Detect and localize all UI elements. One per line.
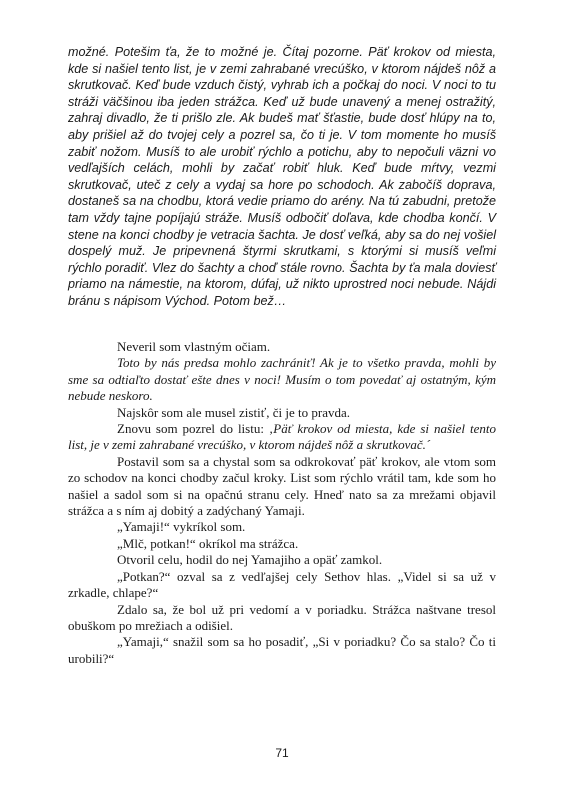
- letter-quote: ‚Päť krokov od miesta, kde si našiel tento list, je v zemi zahrabané vrecúško, v ktorom nájdeš nôž a skrutkovač.´: [68, 421, 496, 453]
- thought-paragraph: Toto by nás predsa mohlo zachrániť! Ak je to všetko pravda, mohli by sme sa odtiaľto dostať ešte dnes v noci! Musím o tom povedať aj ostatným, kým nebude neskoro.: [68, 355, 496, 404]
- page-number: 71: [275, 746, 289, 760]
- paragraph: Otvoril celu, hodil do nej Yamajiho a opäť zamkol.: [117, 552, 383, 568]
- dialogue-line: „Yamaji!“ vykríkol som.: [117, 519, 246, 535]
- paragraph: Neveril som vlastným očiam.: [117, 339, 271, 354]
- paragraph-with-quote: [68, 421, 496, 454]
- dialogue-line: „Potkan?“ ozval sa z vedľajšej cely Sethov hlas. „Videl si sa už v zrkadle, chlape?“: [68, 568, 496, 601]
- paragraph: Postavil som sa a chystal som sa odkrokovať päť krokov, ale vtom som zo schodov na konci chodby začul kroky. List som rýchlo vrátil tam, kde som ho našiel a sadol som si na opačnú stranu cely. Hneď nato sa za mrežami objavil strážca a s ním aj dobitý a zadýchaný Yamaji.: [68, 453, 496, 519]
- letter-text: možné. Potešim ťa, že to možné je. Čítaj pozorne. Päť krokov od miesta, kde si našiel tento list, je v zemi zahrabané vrecúško, v ktorom nájdeš nôž a skrutkovač. Keď bude vzduch čistý, vyhrab ich a počkaj do noci. V noci to tu stráži väčšinou iba jeden strážca. Keď už bude unavený a menej ostražitý, zahraj divadlo, že ti prišlo zle. Ak budeš mať šťastie, bude dosť hlúpy na to, aby prišiel až do tvojej cely a pozrel sa, čo ti je. V tom momente ho musíš zabiť nožom. Musíš to ale urobiť rýchlo a potichu, aby to nepočuli väzni vo vedľajších celách, mohli by začať robiť hluk. Keď bude mŕtvy, vezmi skrutkovač, uteč z cely a vydaj sa hore po schodoch. Ak zabočíš doprava, dostaneš sa na chodbu, ktorá vedie priamo do arény. Na tú zabudni, pretože tam vždy tajne popíjajú stráže. Musíš odbočiť doľava, kde chodba končí. V stene na konci chodby je vetracia šachta. Je dosť veľká, aby sa do nej vošiel dospelý muž. Je pripevnená štyrmi skrutkami, s ktorými si musíš veľmi rýchlo poradiť. Vlez do šachty a choď stále rovno. Šachta by ťa mala doviesť priamo na námestie, na ktorom, dúfaj, už nikto uprostred noci nebude. Nájdi bránu s nápisom Východ. Potom bež…: [68, 45, 496, 308]
- story-text: [68, 339, 496, 667]
- dialogue-line: „Mlč, potkan!“ okríkol ma strážca.: [117, 535, 299, 551]
- paragraph-lead: Znovu som pozrel do listu:: [117, 421, 269, 437]
- paragraph: Zdalo sa, že bol už pri vedomí a v poriadku. Strážca naštvane tresol obuškom po mrežiach a odišiel.: [68, 601, 496, 633]
- dialogue-line: „Yamaji,“ snažil som sa ho posadiť, „Si v poriadku? Čo sa stalo? Čo ti urobili?“: [68, 634, 496, 666]
- paragraph: Najskôr som ale musel zistiť, či je to pravda.: [117, 404, 350, 420]
